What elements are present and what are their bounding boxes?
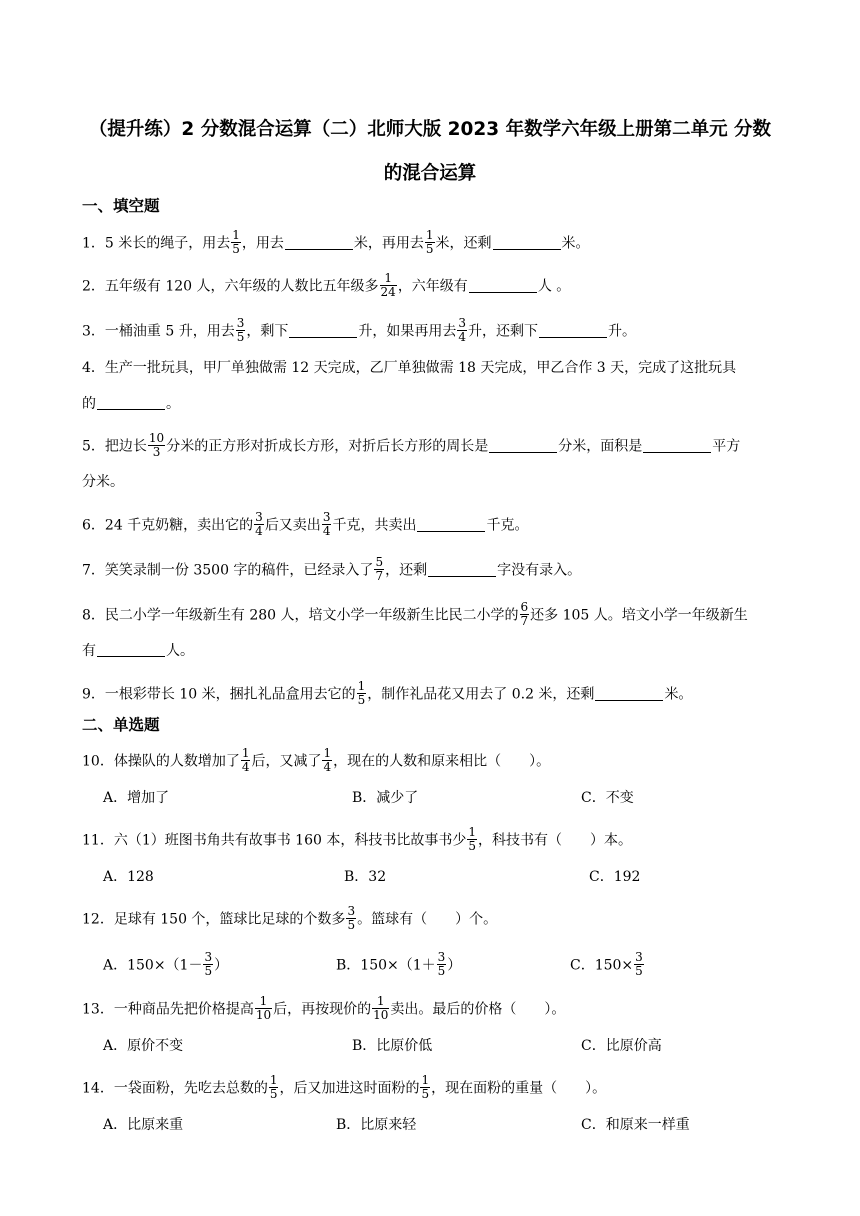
option-11-b[interactable]: B．32 [344, 869, 387, 885]
option-10-c[interactable]: C．不变 [581, 790, 634, 806]
fraction: $\frac{1}{5}$ [269, 1073, 278, 1101]
question-4-line1: 4．生产一批玩具，甲厂单独做需 12 天完成，乙厂单独做需 18 天完成，甲乙合作 3 天，完成了这批玩具 [82, 360, 737, 376]
fraction: $\frac{1}{4}$ [241, 746, 250, 774]
answer-blank[interactable] [428, 562, 496, 577]
fraction: $\frac{3}{5}$ [347, 904, 356, 932]
fraction: $\frac{3}{4}$ [322, 510, 331, 538]
option-14-c[interactable]: C．和原来一样重 [581, 1117, 690, 1133]
fraction: $\frac{3}{4}$ [458, 316, 466, 344]
question-3: 3．一桶油重 5 升，用去 $\frac{3}{5}$ ，剩下 升，如果再用去 $\frac{3}{4}$ 升，还剩下 升。 [82, 316, 636, 344]
option-13-a[interactable]: A．原价不变 [103, 1038, 184, 1054]
question-9: 9．一根彩带长 10 米，捆扎礼品盒用去它的 $\frac{1}{5}$ ，制作礼品花又用去了 0.2 米，还剩 米。 [82, 679, 693, 707]
section-choice-heading: 二、单选题 [82, 716, 160, 734]
answer-blank[interactable] [539, 323, 607, 338]
fraction: $\frac{1}{4}$ [323, 746, 332, 774]
question-11: 11．六（1）班图书角共有故事书 160 本，科技书比故事书少 $\frac{1}{5}$ ，科技书有（ ）本。 [82, 825, 632, 853]
option-12-b[interactable]: B．150×（1＋ $\frac{3}{5}$ ） [336, 950, 462, 978]
fraction: $\frac{1}{5}$ [468, 825, 476, 853]
question-7: 7．笑笑录制一份 3500 字的稿件，已经录入了 $\frac{5}{7}$ ，还剩 字没有录入。 [82, 555, 582, 583]
answer-blank[interactable] [417, 517, 485, 532]
fraction: $\frac{1}{5}$ [421, 1073, 430, 1101]
fraction: $\frac{3}{5}$ [635, 950, 643, 978]
option-13-b[interactable]: B．比原价低 [352, 1038, 433, 1054]
fraction: $\frac{1}{5}$ [357, 679, 366, 707]
question-6: 6．24 千克奶糖，卖出它的 $\frac{3}{4}$ 后又卖出 $\frac{3}{4}$ 千克，共卖出 千克。 [82, 510, 529, 538]
option-14-a[interactable]: A．比原来重 [103, 1117, 184, 1133]
answer-blank[interactable] [97, 395, 165, 410]
question-1: 1．5 米长的绳子，用去 $\frac{1}{5}$ ，用去 米，再用去 $\frac{1}{5}$ 米，还剩 米。 [82, 228, 590, 256]
option-11-c[interactable]: C．192 [589, 869, 641, 885]
answer-blank[interactable] [595, 686, 663, 701]
question-2: 2．五年级有 120 人，六年级的人数比五年级多 $\frac{1}{24}$ ，六年级有 人 。 [82, 271, 571, 299]
fraction: $\frac{1}{5}$ [425, 228, 434, 256]
fraction: $\frac{10}{3}$ [148, 431, 165, 459]
answer-blank[interactable] [289, 323, 357, 338]
option-12-c[interactable]: C．150× $\frac{3}{5}$ [570, 950, 643, 978]
option-10-a[interactable]: A．增加了 [103, 790, 170, 806]
question-14: 14．一袋面粉，先吃去总数的 $\frac{1}{5}$ ，后又加进这时面粉的 $\frac{1}{5}$ ，现在面粉的重量（ ）。 [82, 1073, 607, 1101]
option-11-a[interactable]: A．128 [103, 869, 154, 885]
fraction: $\frac{3}{5}$ [236, 316, 245, 344]
question-13: 13．一种商品先把价格提高 $\frac{1}{10}$ 后，再按现价的 $\frac{1}{10}$ 卖出。最后的价格（ ）。 [82, 994, 566, 1022]
fraction: $\frac{1}{10}$ [373, 994, 389, 1022]
question-8-line1: 8．民二小学一年级新生有 280 人，培文小学一年级新生比民二小学的 $\frac{6}{7}$ 还多 105 人。培文小学一年级新生 [82, 600, 748, 628]
fraction: $\frac{1}{10}$ [255, 994, 272, 1022]
fraction: $\frac{3}{5}$ [437, 950, 446, 978]
answer-blank[interactable] [285, 235, 353, 250]
fraction: $\frac{1}{24}$ [380, 271, 396, 299]
page-title-line2: 的混合运算 [383, 163, 477, 184]
fraction: $\frac{6}{7}$ [520, 600, 529, 628]
answer-blank[interactable] [469, 278, 537, 293]
option-13-c[interactable]: C．比原价高 [581, 1038, 662, 1054]
question-5-line1: 5．把边长 $\frac{10}{3}$ 分米的正方形对折成长方形，对折后长方形的周长是 分米，面积是 平方 [82, 431, 741, 459]
fraction: $\frac{3}{4}$ [255, 510, 263, 538]
question-4-line2: 的 。 [82, 396, 180, 412]
question-8-line2: 有 人。 [82, 643, 194, 659]
question-10: 10．体操队的人数增加了 $\frac{1}{4}$ 后，又减了 $\frac{1}{4}$ ，现在的人数和原来相比（ ）。 [82, 746, 551, 774]
answer-blank[interactable] [489, 438, 557, 453]
option-14-b[interactable]: B．比原来轻 [336, 1117, 417, 1133]
fraction: $\frac{1}{5}$ [232, 228, 240, 256]
section-fill-heading: 一、填空题 [82, 197, 160, 215]
option-12-a[interactable]: A．150×（1－ $\frac{3}{5}$ ） [103, 950, 229, 978]
question-12: 12．足球有 150 个，篮球比足球的个数多 $\frac{3}{5}$ 。篮球有（ ）个。 [82, 904, 498, 932]
answer-blank[interactable] [97, 642, 165, 657]
fraction: $\frac{5}{7}$ [375, 555, 384, 583]
answer-blank[interactable] [643, 438, 711, 453]
option-10-b[interactable]: B．减少了 [352, 790, 419, 806]
question-5-line2: 分米。 [82, 474, 124, 490]
answer-blank[interactable] [493, 235, 561, 250]
page-title-line1: （提升练）2 分数混合运算（二）北师大版 2023 年数学六年级上册第二单元 分数 [88, 119, 772, 140]
fraction: $\frac{3}{5}$ [204, 950, 213, 978]
